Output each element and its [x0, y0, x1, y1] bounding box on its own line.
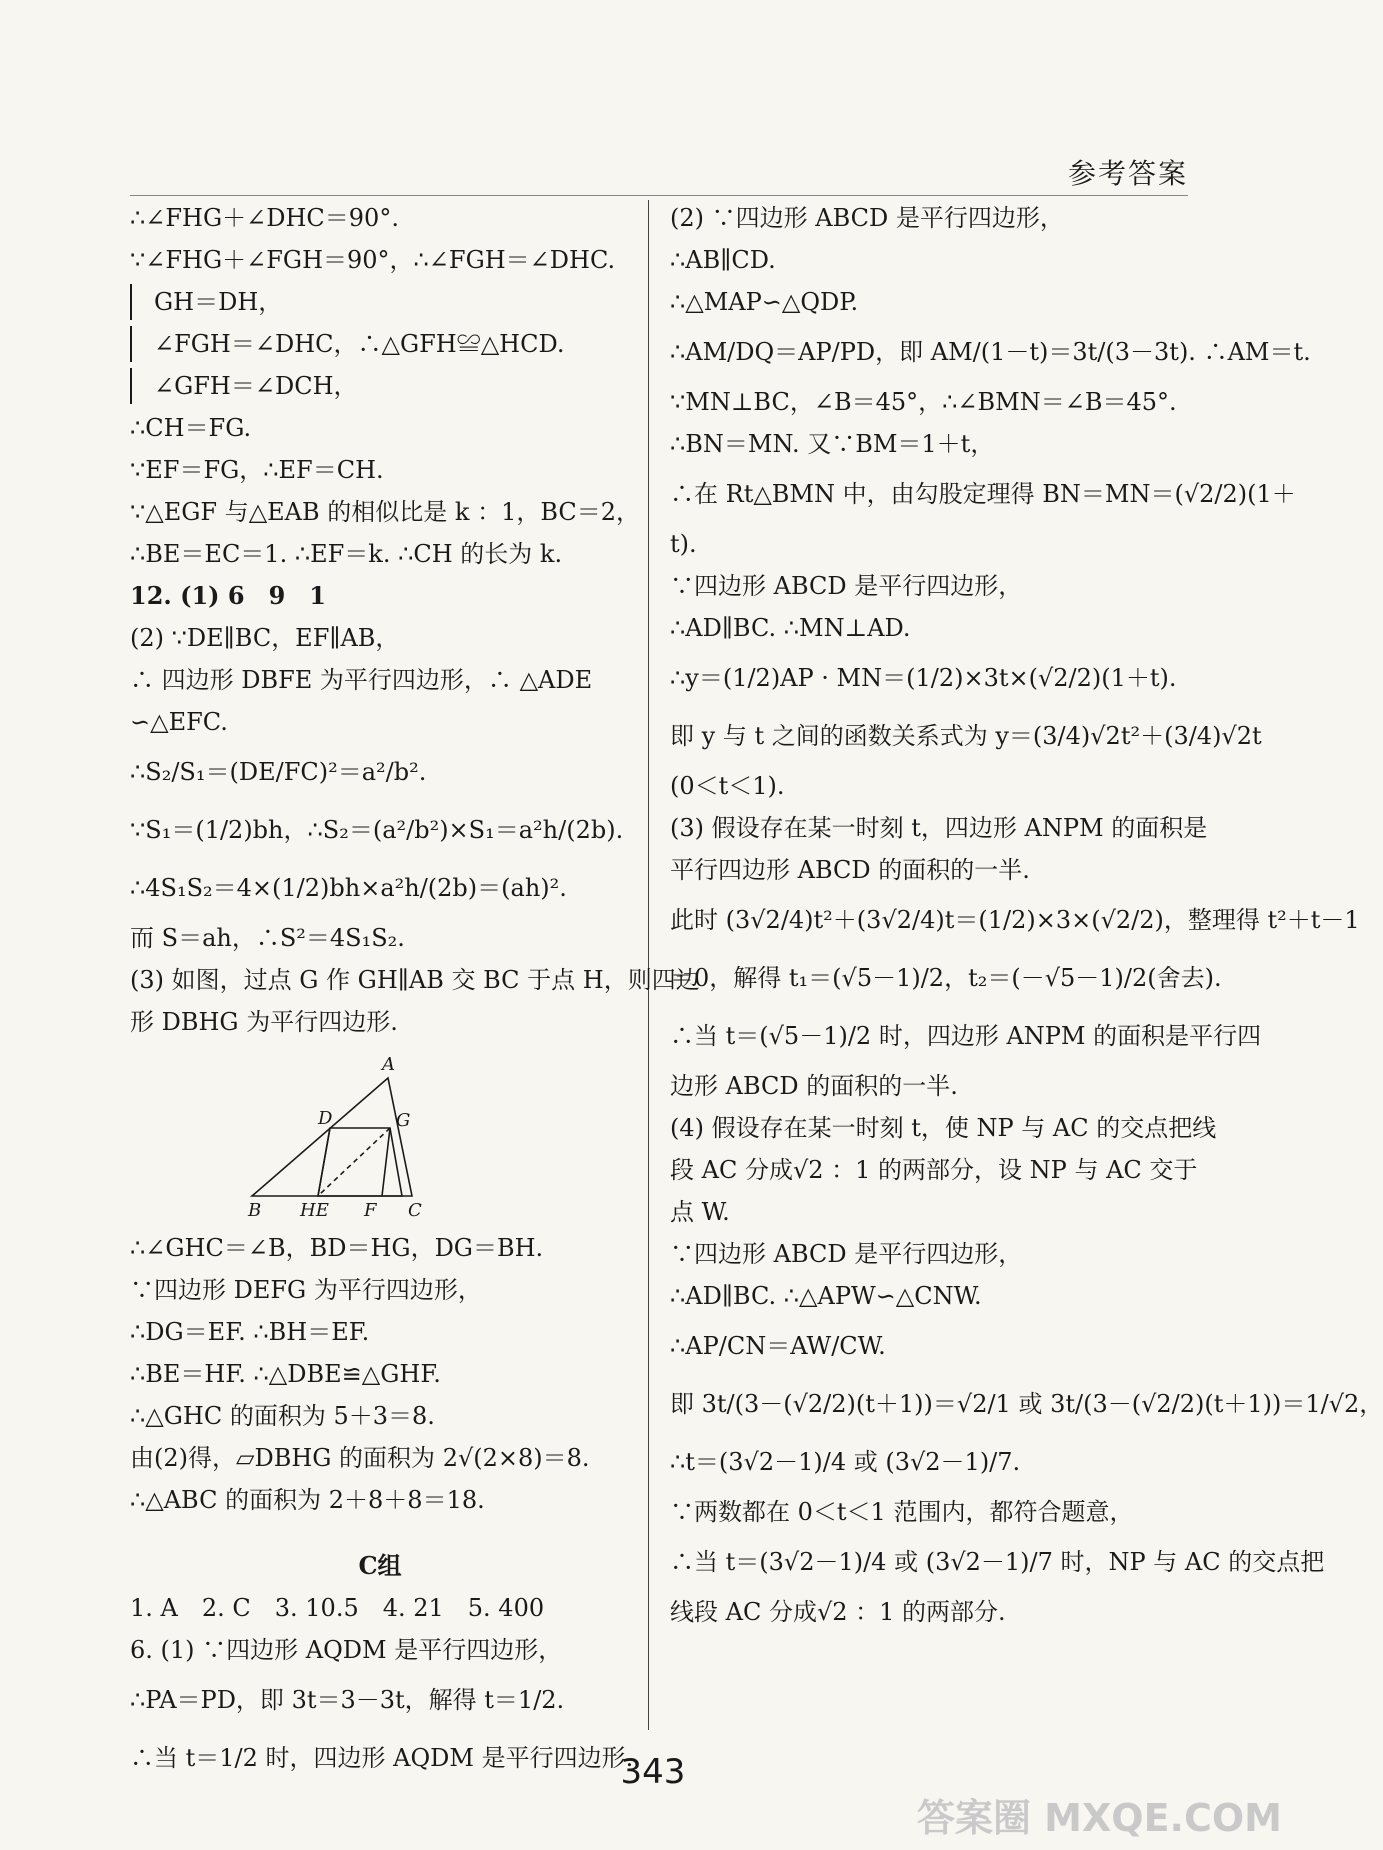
text-line: (3) 如图，过点 G 作 GH∥AB 交 BC 于点 H，则四边 — [130, 966, 700, 994]
text-line: ∵EF＝FG，∴EF＝CH. — [130, 456, 384, 484]
text-line: ∴△MAP∽△QDP. — [670, 288, 859, 316]
formula-line: ∴在 Rt△BMN 中，由勾股定理得 BN＝MN＝(√2/2)(1＋ — [670, 480, 1296, 508]
label-G: G — [396, 1110, 411, 1131]
text-line: ∴∠GHC＝∠B，BD＝HG，DG＝BH. — [130, 1234, 544, 1262]
group-heading: C组 — [358, 1551, 402, 1580]
formula-line: ∵S₁＝(1/2)bh，∴S₂＝(a²/b²)×S₁＝a²h/(2b). — [130, 816, 624, 844]
text-line: (0＜t＜1). — [670, 772, 785, 800]
formula-line: ∴S₂/S₁＝(DE/FC)²＝a²/b². — [130, 758, 427, 786]
formula-line: 即 y 与 t 之间的函数关系式为 y＝(3/4)√2t²＋(3/4)√2t — [670, 722, 1262, 750]
label-D: D — [318, 1108, 333, 1129]
text-line: ∴DG＝EF. ∴BH＝EF. — [130, 1318, 370, 1346]
text-line: ∵四边形 ABCD 是平行四边形， — [670, 572, 1023, 600]
triangle-figure — [248, 1050, 448, 1220]
text-line: ∴AD∥BC. ∴MN⊥AD. — [670, 614, 911, 642]
column-divider — [648, 200, 649, 1730]
text-line: ∵四边形 DEFG 为平行四边形， — [130, 1276, 482, 1304]
text-line: ∵两数都在 0＜t＜1 范围内，都符合题意， — [670, 1498, 1134, 1526]
text-line: 形 DBHG 为平行四边形. — [130, 1008, 398, 1036]
right-column — [670, 200, 1383, 1636]
text-line: ∵MN⊥BC，∠B＝45°，∴∠BMN＝∠B＝45°. — [670, 388, 1177, 416]
text-line: 而 S＝ah，∴S²＝4S₁S₂. — [130, 924, 405, 952]
text-line: ∴CH＝FG. — [130, 414, 252, 442]
formula-line: 此时 (3√2/4)t²＋(3√2/4)t＝(1/2)×3×(√2/2)，整理得 t²＋t－1 — [670, 906, 1360, 934]
formula-line: ∴AM/DQ＝AP/PD，即 AM/(1－t)＝3t/(3－3t). ∴AM＝t. — [670, 338, 1311, 366]
text-line: (3) 假设存在某一时刻 t，四边形 ANPM 的面积是 — [670, 814, 1208, 842]
text-line: (2) ∵四边形 ABCD 是平行四边形， — [670, 204, 1064, 232]
formula-line: ∴AP/CN＝AW/CW. — [670, 1332, 886, 1360]
formula-line: 即 3t/(3－(√2/2)(t＋1))＝√2/1 或 3t/(3－(√2/2)(t＋1))＝1/√2， — [670, 1390, 1383, 1418]
formula-line: ＝0，解得 t₁＝(√5－1)/2，t₂＝(－√5－1)/2(舍去). — [670, 964, 1222, 992]
text-line: ∵∠FHG＋∠FGH＝90°，∴∠FGH＝∠DHC. — [130, 246, 616, 274]
text-line: ∴△ABC 的面积为 2＋8＋8＝18. — [130, 1486, 485, 1514]
label-F: F — [364, 1200, 377, 1221]
text-line: ∴AD∥BC. ∴△APW∽△CNW. — [670, 1282, 982, 1310]
text-line: t). — [670, 530, 697, 558]
text-line: ∴△GHC 的面积为 5＋3＝8. — [130, 1402, 435, 1430]
text-line: ∠GFH＝∠DCH， — [130, 368, 630, 404]
text-line: ∠FGH＝∠DHC，∴△GFH≌△HCD. — [130, 326, 630, 362]
label-C: C — [408, 1200, 422, 1221]
text-line: GH＝DH， — [130, 284, 630, 320]
formula-line: ∴4S₁S₂＝4×(1/2)bh×a²h/(2b)＝(ah)². — [130, 874, 567, 902]
text-line: 点 W. — [670, 1198, 730, 1226]
text-line: 段 AC 分成√2 ：1 的两部分，设 NP 与 AC 交于 — [670, 1156, 1198, 1184]
formula-line: ∴y＝(1/2)AP · MN＝(1/2)×3t×(√2/2)(1＋t). — [670, 664, 1177, 692]
text-line: ∵四边形 ABCD 是平行四边形， — [670, 1240, 1023, 1268]
text-line: ∴BE＝HF. ∴△DBE≌△GHF. — [130, 1360, 441, 1388]
formula-line: ∴t＝(3√2－1)/4 或 (3√2－1)/7. — [670, 1448, 1021, 1476]
formula-line: ∴当 t＝1/2 时，四边形 AQDM 是平行四边形. — [130, 1744, 634, 1772]
text-line: 由(2)得，▱DBHG 的面积为 2√(2×8)＝8. — [130, 1444, 590, 1472]
text-line: ∴AB∥CD. — [670, 246, 776, 274]
formula-line: ∴当 t＝(3√2－1)/4 或 (3√2－1)/7 时，NP 与 AC 的交点把 — [670, 1548, 1325, 1576]
text-line: ∽△EFC. — [130, 708, 228, 736]
watermark-logo: 答案圈 MXQE.COM — [916, 1796, 1282, 1840]
text-line: 6. (1) ∵四边形 AQDM 是平行四边形， — [130, 1636, 563, 1664]
text-line: ∴BE＝EC＝1. ∴EF＝k. ∴CH 的长为 k. — [130, 540, 563, 568]
section-header: 参考答案 — [1067, 157, 1188, 190]
formula-line: ∴当 t＝(√5－1)/2 时，四边形 ANPM 的面积是平行四 — [670, 1022, 1262, 1050]
text-line: ∴∠FHG＋∠DHC＝90°. — [130, 204, 399, 232]
label-HE: HE — [300, 1200, 329, 1221]
text-line: 边形 ABCD 的面积的一半. — [670, 1072, 958, 1100]
question-number: 12. (1) 6 9 1 — [130, 581, 326, 610]
page-number: 343 — [620, 1752, 686, 1792]
formula-line: ∴PA＝PD，即 3t＝3－3t，解得 t＝1/2. — [130, 1686, 565, 1714]
text-line: (2) ∵DE∥BC，EF∥AB， — [130, 624, 400, 652]
text-line: 1. A 2. C 3. 10.5 4. 21 5. 400 — [130, 1594, 545, 1622]
text-line: (4) 假设存在某一时刻 t，使 NP 与 AC 的交点把线 — [670, 1114, 1217, 1142]
label-A: A — [382, 1054, 395, 1075]
header-rule — [130, 195, 1188, 196]
text-line: ∵△EGF 与△EAB 的相似比是 k ：1，BC＝2， — [130, 498, 641, 526]
text-line: ∴ 四边形 DBFE 为平行四边形，∴ △ADE — [130, 666, 593, 694]
text-line: ∴BN＝MN. 又∵BM＝1＋t， — [670, 430, 995, 458]
text-line: 平行四边形 ABCD 的面积的一半. — [670, 856, 1030, 884]
label-B: B — [248, 1200, 262, 1221]
text-line: 线段 AC 分成√2 ：1 的两部分. — [670, 1598, 1006, 1626]
